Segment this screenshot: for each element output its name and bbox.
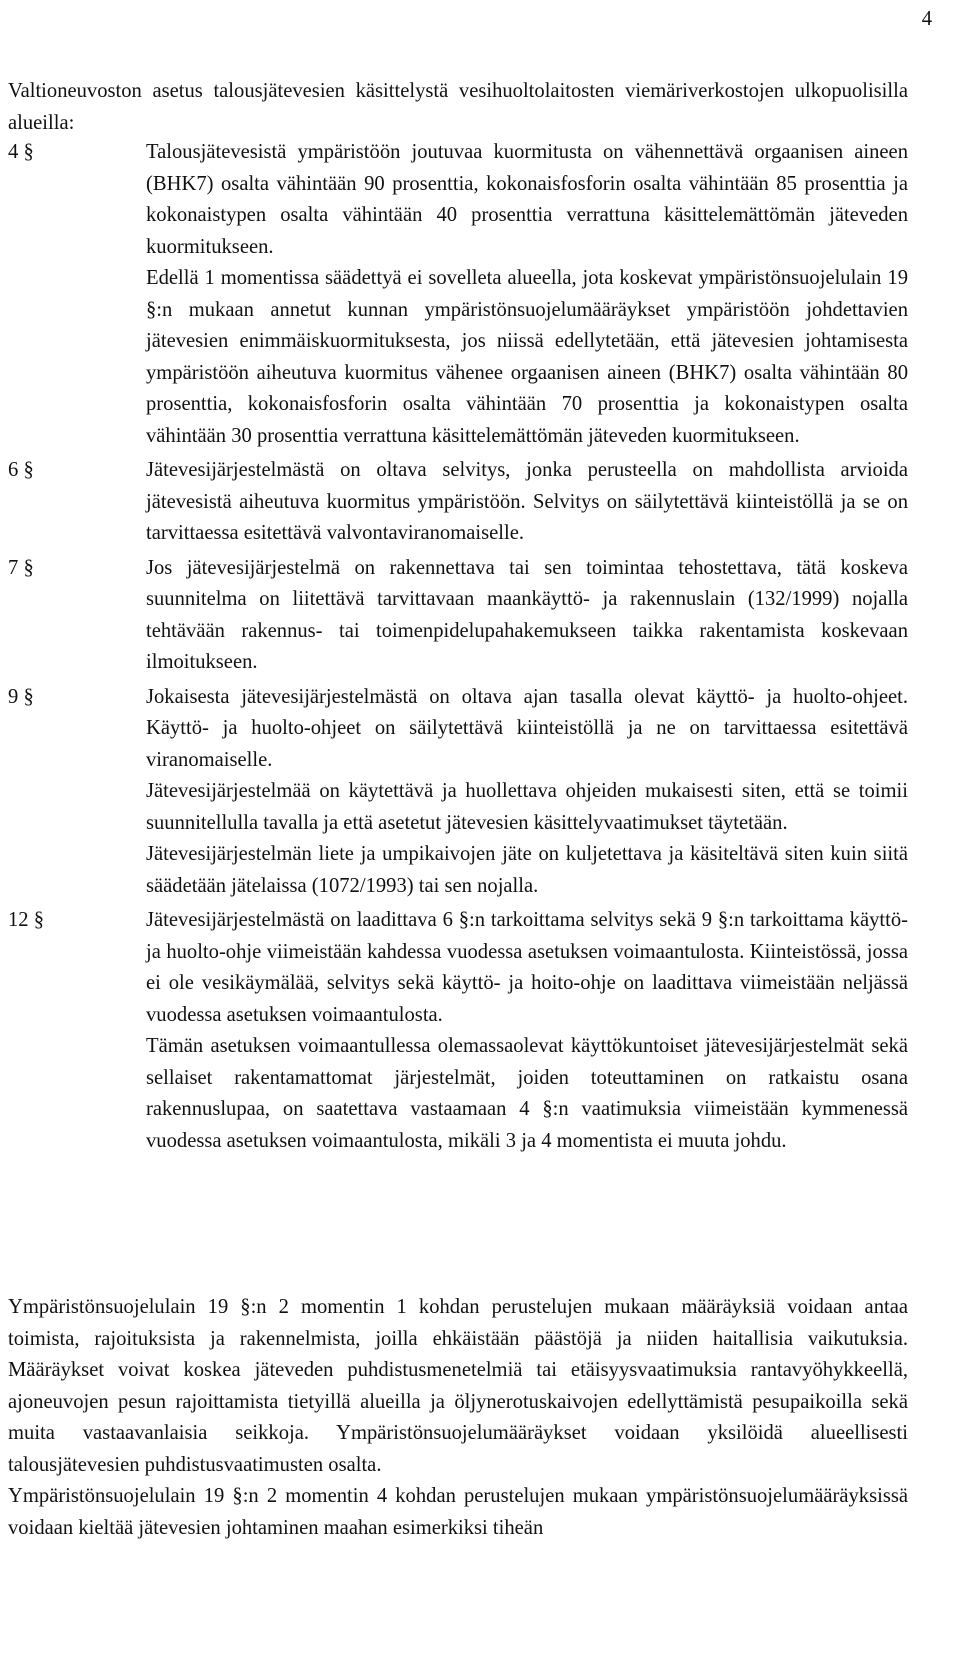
document-title: Valtioneuvoston asetus talousjätevesien käsittelystä vesihuoltolaitosten viemäriverkostojen ulkopuolisilla alueilla:	[8, 80, 908, 134]
section-number: 12 §	[8, 909, 45, 931]
section-12	[8, 905, 908, 1157]
page-number: 4	[921, 8, 932, 30]
section-number: 7 §	[8, 556, 34, 579]
rationale-text	[8, 1292, 908, 1544]
section-number: 4 §	[8, 141, 34, 163]
paragraph: Jätevesijärjestelmästä on oltava selvitys, jonka perusteella on mahdollista arvioida jätevesistä aiheutuva kuormitus ympäristöön. Selvitys on säilytettävä kiinteistöllä ja se on tarvittaessa esitettävä valvontaviranomaiselle.	[146, 459, 908, 544]
section-body	[146, 137, 908, 452]
section-number: 9 §	[8, 685, 34, 708]
section-body	[146, 553, 908, 679]
rationale-paragraph: Ympäristönsuojelulain 19 §:n 2 momentin 4 kohdan perustelujen mukaan ympäristönsuojelumääräyksissä voidaan kieltää jätevesien johtaminen maahan esimerkiksi tiheän	[8, 1485, 908, 1539]
section-6	[8, 455, 908, 550]
paragraph: Edellä 1 momentissa säädettyä ei sovelleta alueella, jota koskevat ympäristönsuojelulain 19 §:n mukaan annetut kunnan ympäristönsuojelumääräykset ympäristöön johdettavien jätevesien enimmäiskuormituksesta, jos niissä edellytetään, että jätevesien johtamisesta ympäristöön aiheutuva kuormitus vähenee orgaanisen aineen (BHK7) osalta vähintään 80 prosenttia, kokonaisfosforin osalta vähintään 70 prosenttia ja kokonaistypen osalta vähintään 30 prosenttia verrattuna käsittelemättömän jäteveden kuormitukseen.	[146, 267, 908, 447]
paragraph: Jätevesijärjestelmää on käytettävä ja huollettava ohjeiden mukaisesti siten, että se toimii suunnitellulla tavalla ja että asetetut jätevesien käsittelyvaatimukset täytetään.	[146, 780, 908, 834]
section-9	[8, 682, 908, 903]
section-body	[146, 455, 908, 550]
paragraph: Jätevesijärjestelmän liete ja umpikaivojen jäte on kuljetettava ja käsiteltävä siten kuin siitä säädetään jätelaissa (1072/1993) tai sen nojalla.	[146, 843, 908, 897]
section-number: 6 §	[8, 459, 34, 481]
paragraph: Jos jätevesijärjestelmä on rakennettava tai sen toimintaa tehostettava, tätä koskeva suunnitelma on liitettävä tarvittavaan maankäyttö- ja rakennuslain (132/1999) nojalla tehtävään rakennus- tai toimenpidelupahakemukseen taikka rakentamista koskevaan ilmoitukseen.	[146, 556, 908, 673]
rationale-paragraph: Ympäristönsuojelulain 19 §:n 2 momentin 1 kohdan perustelujen mukaan määräyksiä voidaan antaa toimista, rajoituksista ja rakennelmista, joilla ehkäistään päästöjä ja niiden haitallisia vaikutuksia. Määräykset voivat koskea jäteveden puhdistusmenetelmiä tai etäisyysvaatimuksia rantavyöhykkeellä, ajoneuvojen pesun rajoittamista tietyillä alueilla ja öljynerotuskaivojen edellyttämistä pesupaikoilla sekä muita vastaavanlaisia seikkoja. Ympäristönsuojelumääräykset voidaan yksilöidä alueellisesti talousjätevesien puhdistusvaatimusten osalta.	[8, 1296, 908, 1476]
section-4	[8, 137, 908, 452]
section-7	[8, 553, 908, 679]
paragraph: Tämän asetuksen voimaantullessa olemassaolevat käyttökuntoiset jätevesijärjestelmät sekä sellaiset rakentamattomat järjestelmät, joiden toteuttaminen on ratkaistu osana rakennuslupaa, on saatettava vastaamaan 4 §:n vaatimuksia viimeistään kymmenessä vuodessa asetuksen voimaantulosta, mikäli 3 ja 4 momentista ei muuta johdu.	[146, 1035, 908, 1152]
section-body	[146, 682, 908, 903]
section-body	[146, 905, 908, 1157]
paragraph: Jokaisesta jätevesijärjestelmästä on oltava ajan tasalla olevat käyttö- ja huolto-ohjeet. Käyttö- ja huolto-ohjeet on säilytettävä kiinteistöllä ja ne on tarvittaessa esitettävä viranomaiselle.	[146, 685, 908, 771]
sections	[8, 137, 908, 1157]
paragraph: Jätevesijärjestelmästä on laadittava 6 §:n tarkoittama selvitys sekä 9 §:n tarkoittama käyttö- ja huolto-ohje viimeistään kahdessa vuodessa asetuksen voimaantulosta. Kiinteistössä, jossa ei ole vesikäymälää, selvitys sekä käyttö- ja hoito-ohje on laadittava viimeistään neljässä vuodessa asetuksen voimaantulosta.	[146, 909, 908, 1026]
paragraph: Talousjätevesistä ympäristöön joutuvaa kuormitusta on vähennettävä orgaanisen aineen (BHK7) osalta vähintään 90 prosenttia, kokonaisfosforin osalta vähintään 85 prosenttia ja kokonaistypen osalta vähintään 40 prosenttia verrattuna käsittelemättömän jäteveden kuormitukseen.	[146, 141, 908, 258]
